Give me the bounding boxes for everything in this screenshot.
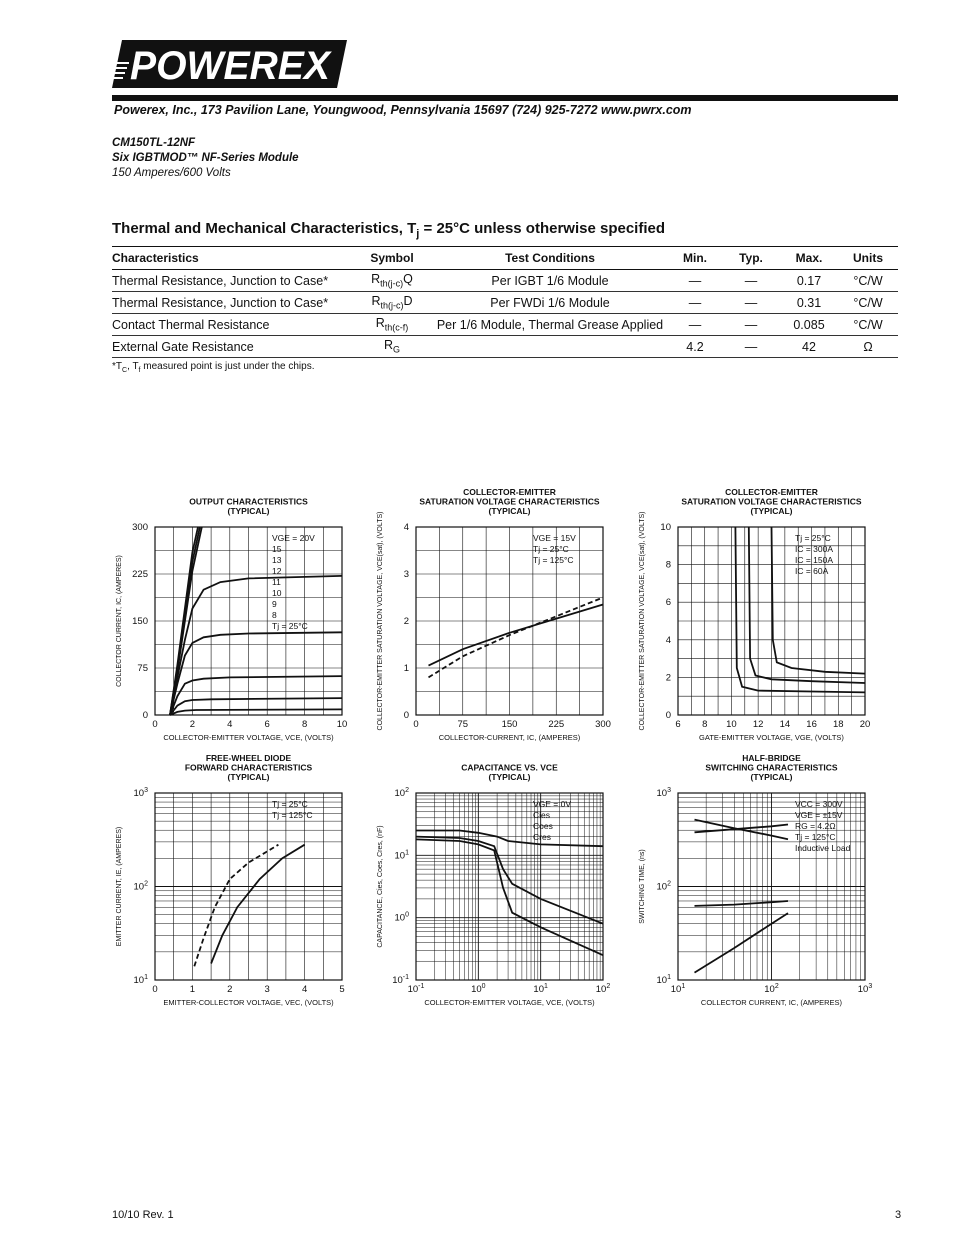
cell-units: °C/W [838,270,898,292]
y-tick-label: $10^1$ [394,849,409,862]
y-tick-label: 4 [403,522,409,533]
chart-title: (TYPICAL) [227,772,270,782]
x-tick-label: 0 [413,719,419,730]
header-characteristics: Characteristics [112,247,352,270]
chart-annotation: 9 [272,599,277,609]
series-line [170,576,342,715]
cell-typ: — [722,292,780,314]
tick-exponent: 1 [667,974,671,981]
chart-annotation: IC = 150A [795,555,834,565]
chart-annotation: VGE = 15V [533,533,576,543]
y-tick-label: 0 [142,710,148,721]
y-axis-label: EMITTER CURRENT, IE, (AMPERES) [116,826,123,947]
series-line [170,709,342,715]
cell-typ: — [722,270,780,292]
cell-symbol: $R_{th(j-c)}D$ [352,292,432,314]
company-address: Powerex, Inc., 173 Pavilion Lane, Youngwood, Pennsylvania 15697 (724) 925-7272 www.pwrx.com [114,103,692,117]
y-tick-label: 2 [403,616,409,627]
y-tick-label: 8 [665,559,671,571]
y-tick-label: 6 [665,597,671,609]
x-tick-label: 8 [702,719,708,730]
y-tick-label: 150 [132,616,148,627]
cell-units: °C/W [838,292,898,314]
header-max: Max. [780,247,838,270]
chart-annotation: Coes [533,821,553,831]
part-number: CM150TL-12NF [112,137,196,149]
x-tick-label: 16 [806,719,817,730]
y-tick-label: 1 [403,663,409,674]
chart-annotation: Cres [533,832,551,842]
x-tick-label: 14 [779,719,791,730]
y-axis-label: COLLECTOR-EMITTER SATURATION VOLTAGE, VCE(sat), (VOLTS) [377,511,384,731]
y-tick-label: 300 [132,522,148,533]
chart-annotation: 12 [272,566,282,576]
cell-min: — [668,314,722,336]
chart-annotation: 15 [272,544,282,554]
series-line [211,845,305,964]
x-axis-label: COLLECTOR-CURRENT, IC, (AMPERES) [438,733,581,742]
tick-exponent: 2 [405,787,409,794]
x-tick-label: $10^1$ [533,983,548,995]
cell-max: 42 [780,336,838,358]
tick-exponent: 1 [544,983,548,990]
x-tick-label: 6 [264,719,270,730]
x-tick-label: 12 [752,719,764,730]
tick-exponent: 2 [606,983,611,990]
series-line [695,820,789,840]
x-tick-label: $10^0$ [471,983,486,995]
cell-characteristics: Thermal Resistance, Junction to Case* [112,292,352,314]
x-tick-label: 3 [264,984,270,995]
tick-exponent: 2 [667,880,671,888]
cell-max: 0.085 [780,314,838,336]
y-tick-label: $10^3$ [656,787,671,799]
tick-exponent: 2 [774,983,779,990]
tick-exponent: 3 [667,787,671,794]
cell-test-conditions: Per 1/6 Module, Thermal Grease Applied [432,314,668,336]
x-tick-label: 6 [675,719,681,730]
chart-title: FREE-WHEEL DIODE [205,753,292,763]
chart-annotation: Tj = 125°C [795,832,836,842]
y-tick-label: 10 [660,522,671,533]
chart-title: (TYPICAL) [488,506,531,516]
x-tick-label: $10^1$ [670,983,686,995]
chart-title: HALF-BRIDGE [742,753,801,763]
tick-exponent: 1 [144,974,148,981]
tick-exponent: 1 [681,983,686,990]
table-footnote: $*T_C$, $T_f$ measured point is just under the chips. [112,361,315,374]
tick-exponent: 0 [405,911,409,919]
cell-test-conditions: Per IGBT 1/6 Module [432,270,668,292]
x-tick-label: 150 [501,719,518,730]
y-axis-label: COLLECTOR CURRENT, IC, (AMPERES) [116,555,123,687]
x-tick-label: 5 [339,984,345,995]
x-tick-label: $10^2$ [595,983,611,995]
x-tick-label: $10^{-1}$ [407,983,425,995]
footer-page-number: 3 [895,1209,902,1221]
chart-annotation: Tj = 25°C [272,621,308,631]
chart-title: COLLECTOR-EMITTER [463,487,556,497]
x-tick-label: 20 [859,719,871,730]
chart-title: FORWARD CHARACTERISTICS [184,762,313,773]
y-tick-label: 0 [665,710,671,721]
y-tick-label: $10^{-1}$ [392,974,409,986]
chart-title: OUTPUT CHARACTERISTICS [189,496,308,507]
tick-exponent: 1 [405,849,409,857]
y-tick-label: $10^0$ [394,911,409,924]
header-min: Min. [668,247,722,270]
y-tick-label: 75 [137,663,148,674]
chart-2 [377,487,611,742]
chart-5 [377,763,610,1008]
series-line [695,825,789,833]
chart-6 [639,753,872,1007]
chart-annotation: VGE = 20V [272,533,315,543]
chart-annotation: IC = 60A [795,566,829,576]
series-line [695,913,789,973]
tick-exponent: -1 [418,983,425,990]
x-tick-label: 4 [301,984,308,995]
x-tick-label: 2 [227,984,233,995]
chart-annotation: VGE = ±15V [795,810,843,820]
y-tick-label: 3 [403,569,409,580]
series-line [429,598,604,678]
y-tick-label: $10^3$ [133,787,148,799]
y-axis-label: CAPACITANCE, Cies, Coes, Cres, (nF) [377,825,384,948]
cell-typ: — [722,314,780,336]
header-symbol: Symbol [352,247,432,270]
x-tick-label: 10 [726,719,737,730]
tick-exponent: 0 [481,983,486,990]
x-tick-label: 4 [227,719,233,730]
chart-annotation: VCC = 300V [795,799,843,809]
chart-3 [639,487,870,742]
tick-exponent: 2 [144,880,148,888]
cell-max: 0.31 [780,292,838,314]
tick-exponent: -1 [402,974,409,981]
cell-characteristics: External Gate Resistance [112,336,352,358]
chart-annotation: Inductive Load [795,843,851,853]
cell-typ: — [722,336,780,358]
chart-annotation: IC = 300A [795,544,834,554]
chart-title: (TYPICAL) [488,772,531,782]
cell-symbol: $R_G$ [352,336,432,358]
header-typ: Typ. [722,247,780,270]
x-tick-label: $10^2$ [764,983,779,995]
cell-characteristics: Thermal Resistance, Junction to Case* [112,270,352,292]
x-tick-label: 1 [189,984,196,995]
x-axis-label: GATE-EMITTER VOLTAGE, VGE, (VOLTS) [699,733,844,742]
chart-title: (TYPICAL) [750,772,793,782]
y-tick-label: $10^1$ [133,974,148,986]
y-tick-label: $10^2$ [133,880,148,893]
chart-annotation: RG = 4.2Ω [795,821,836,831]
series-line [695,901,789,906]
tick-exponent: 3 [144,787,148,794]
chart-grid [155,793,342,980]
cell-max: 0.17 [780,270,838,292]
y-tick-label: 4 [665,634,671,646]
chart-annotation: Tj = 25°C [795,533,831,543]
chart-title: SATURATION VOLTAGE CHARACTERISTICS [419,496,600,507]
chart-title: SWITCHING CHARACTERISTICS [705,762,838,773]
chart-title: (TYPICAL) [227,506,270,516]
cell-min: — [668,292,722,314]
x-axis-label: COLLECTOR-EMITTER VOLTAGE, VCE, (VOLTS) [424,998,595,1007]
plot-frame [416,793,603,980]
chart-annotation: 13 [272,555,282,565]
chart-title: (TYPICAL) [750,506,793,516]
y-tick-label: $10^1$ [656,974,671,986]
y-tick-label: $10^2$ [656,880,671,893]
chart-annotation: Tj = 25°C [533,544,569,554]
series-line [194,845,278,967]
x-tick-label: 18 [832,719,844,730]
y-tick-label: 2 [665,672,671,684]
x-axis-label: COLLECTOR-EMITTER VOLTAGE, VCE, (VOLTS) [163,733,334,742]
x-tick-label: 0 [152,719,158,730]
chart-1 [116,497,347,743]
chart-annotation: Tj = 125°C [533,555,574,565]
cell-symbol: $R_{th(c-f)}$ [352,314,432,336]
cell-units: Ω [838,336,898,358]
x-tick-label: 75 [457,719,469,730]
product-rating: 150 Amperes/600 Volts [112,167,231,179]
svg-text:POWEREX: POWEREX [130,44,333,88]
x-tick-label: 300 [595,719,611,730]
chart-grid [416,527,603,715]
chart-title: SATURATION VOLTAGE CHARACTERISTICS [681,496,862,507]
chart-annotation: 10 [272,588,282,598]
cell-units: °C/W [838,314,898,336]
x-axis-label: COLLECTOR CURRENT, IC, (AMPERES) [700,998,843,1007]
series-line [429,605,604,666]
chart-title: COLLECTOR-EMITTER [725,487,818,497]
y-tick-label: 225 [132,569,148,580]
chart-annotation: 11 [272,577,281,587]
cell-min: 4.2 [668,336,722,358]
cell-test-conditions: Per FWDi 1/6 Module [432,292,668,314]
tick-exponent: 3 [868,983,873,990]
product-series: Six IGBTMOD™ NF-Series Module [112,152,299,164]
section-title: Thermal and Mechanical Characteristics, $T_j = 25^\circ C$ unless otherwise specified [112,220,666,240]
y-tick-label: 0 [403,710,409,721]
y-tick-label: $10^2$ [394,787,409,799]
header-test-conditions: Test Conditions [432,247,668,270]
chart-annotation: 8 [272,610,277,620]
chart-annotation: Tj = 25°C [272,799,308,809]
chart-grid [416,793,603,980]
cell-symbol: $R_{th(j-c)}Q$ [352,270,432,292]
chart-annotation: VGE = 0V [533,799,572,809]
x-tick-label: $10^3$ [857,983,873,995]
chart-4 [116,753,345,1007]
header-units: Units [838,247,898,270]
x-axis-label: EMITTER-COLLECTOR VOLTAGE, VEC, (VOLTS) [163,998,334,1007]
x-tick-label: 0 [152,984,158,995]
chart-annotation: Tj = 125°C [272,810,313,820]
x-tick-label: 10 [336,719,348,730]
footer-revision: 10/10 Rev. 1 [112,1209,174,1221]
chart-title: CAPACITANCE VS. VCE [461,762,558,773]
y-axis-label: COLLECTOR-EMITTER SATURATION VOLTAGE, VCE(sat), (VOLTS) [639,511,646,731]
x-tick-label: 2 [189,719,196,730]
x-tick-label: 8 [301,719,308,730]
series-line [170,698,342,715]
chart-grid [678,793,865,980]
cell-min: — [668,270,722,292]
y-axis-label: SWITCHING TIME, (ns) [639,849,646,924]
cell-characteristics: Contact Thermal Resistance [112,314,352,336]
x-tick-label: 225 [548,719,565,730]
chart-annotation: Cies [533,810,551,820]
series-line [416,839,603,955]
